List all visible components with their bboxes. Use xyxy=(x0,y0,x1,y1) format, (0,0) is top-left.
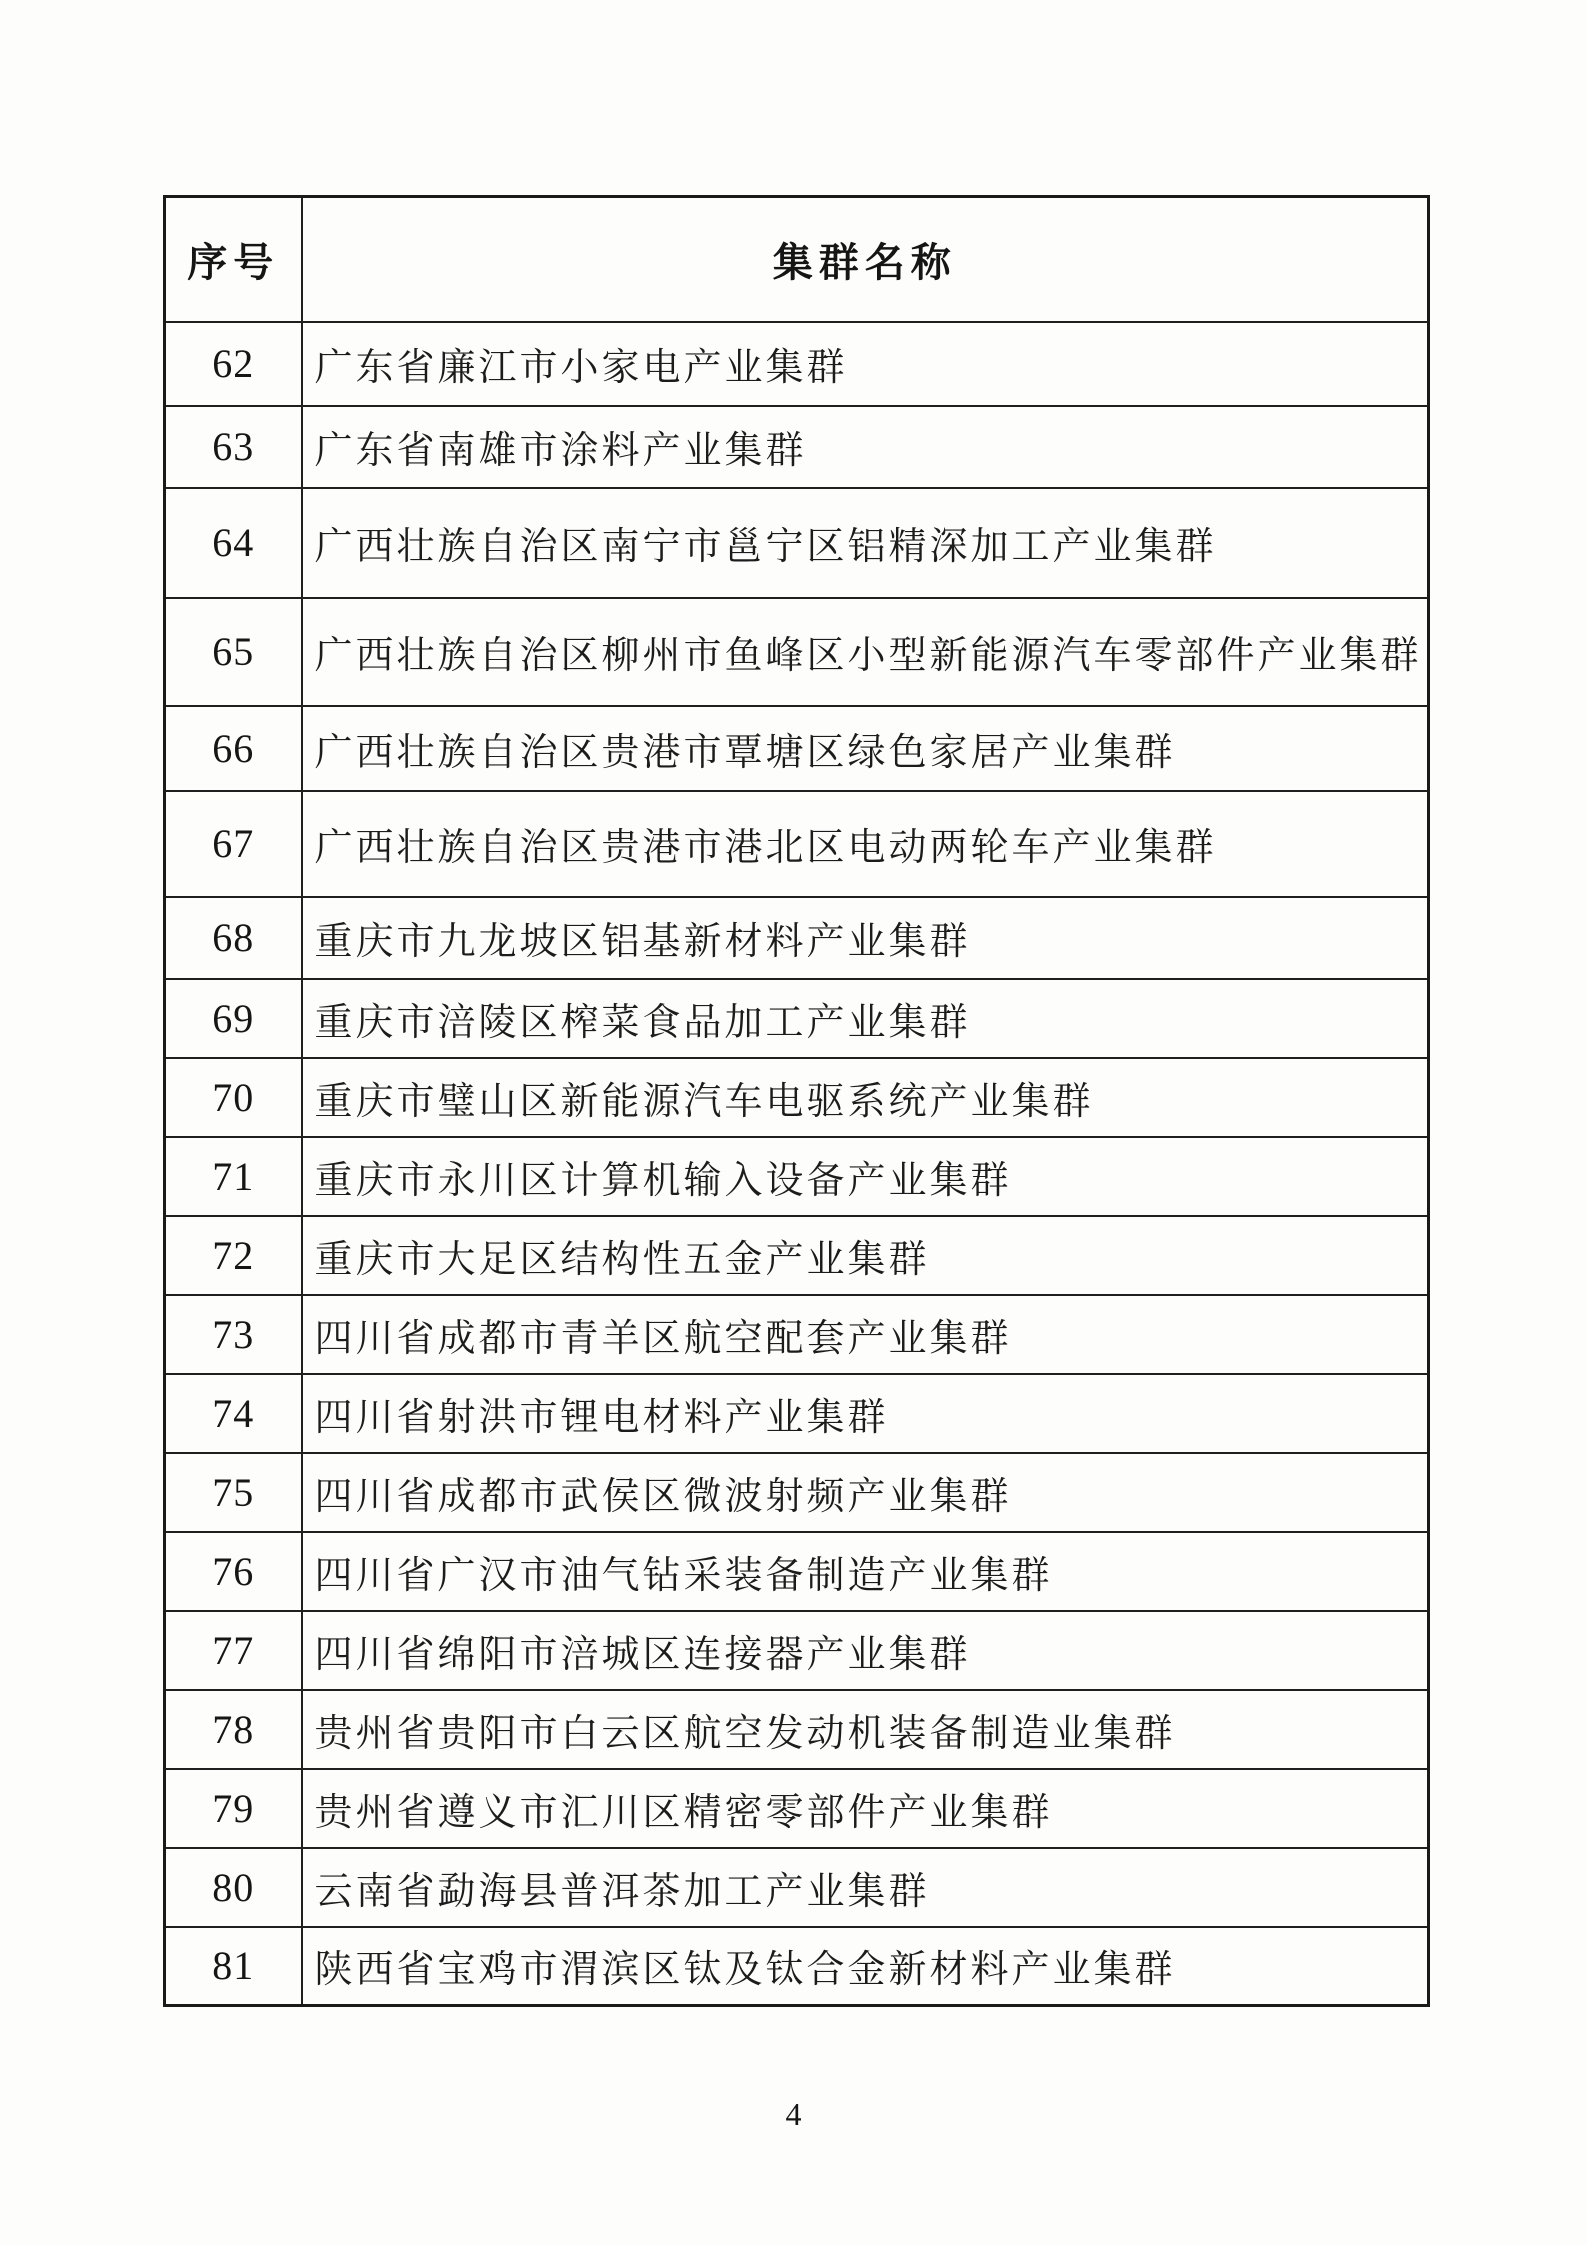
row-name: 重庆市璧山区新能源汽车电驱系统产业集群 xyxy=(302,1058,1429,1137)
row-index: 74 xyxy=(165,1374,302,1453)
table-row xyxy=(165,791,1429,897)
row-name: 四川省成都市武侯区微波射频产业集群 xyxy=(302,1453,1429,1532)
table-body xyxy=(165,322,1429,2006)
row-index: 77 xyxy=(165,1611,302,1690)
table-row xyxy=(165,1216,1429,1295)
row-name: 四川省广汉市油气钻采装备制造产业集群 xyxy=(302,1532,1429,1611)
row-name: 广东省廉江市小家电产业集群 xyxy=(302,322,1429,406)
table-row xyxy=(165,598,1429,706)
header-index: 序号 xyxy=(165,197,302,322)
row-index: 81 xyxy=(165,1927,302,2006)
table-row xyxy=(165,322,1429,406)
row-name: 四川省成都市青羊区航空配套产业集群 xyxy=(302,1295,1429,1374)
table-row xyxy=(165,1374,1429,1453)
row-index: 67 xyxy=(165,791,302,897)
table-row xyxy=(165,1611,1429,1690)
row-name: 广西壮族自治区柳州市鱼峰区小型新能源汽车零部件产业集群 xyxy=(302,598,1429,706)
table-row xyxy=(165,1769,1429,1848)
row-index: 71 xyxy=(165,1137,302,1216)
row-name: 重庆市涪陵区榨菜食品加工产业集群 xyxy=(302,979,1429,1058)
row-index: 69 xyxy=(165,979,302,1058)
table-row xyxy=(165,1137,1429,1216)
table-row xyxy=(165,1295,1429,1374)
table-row xyxy=(165,488,1429,598)
header-row xyxy=(165,197,1429,322)
table-row xyxy=(165,406,1429,488)
table-row xyxy=(165,1927,1429,2006)
row-index: 73 xyxy=(165,1295,302,1374)
row-name: 四川省射洪市锂电材料产业集群 xyxy=(302,1374,1429,1453)
table-row xyxy=(165,1848,1429,1927)
row-index: 63 xyxy=(165,406,302,488)
row-index: 66 xyxy=(165,706,302,791)
row-index: 62 xyxy=(165,322,302,406)
page-number: 4 xyxy=(785,2096,802,2132)
row-name: 贵州省遵义市汇川区精密零部件产业集群 xyxy=(302,1769,1429,1848)
row-index: 80 xyxy=(165,1848,302,1927)
header-name: 集群名称 xyxy=(302,197,1429,322)
row-index: 78 xyxy=(165,1690,302,1769)
row-index: 70 xyxy=(165,1058,302,1137)
row-name: 贵州省贵阳市白云区航空发动机装备制造业集群 xyxy=(302,1690,1429,1769)
table-row xyxy=(165,897,1429,979)
table-row xyxy=(165,706,1429,791)
row-name: 重庆市九龙坡区铝基新材料产业集群 xyxy=(302,897,1429,979)
table-row xyxy=(165,1058,1429,1137)
row-name: 重庆市永川区计算机输入设备产业集群 xyxy=(302,1137,1429,1216)
row-index: 76 xyxy=(165,1532,302,1611)
row-name: 重庆市大足区结构性五金产业集群 xyxy=(302,1216,1429,1295)
row-name: 广西壮族自治区贵港市覃塘区绿色家居产业集群 xyxy=(302,706,1429,791)
table-header xyxy=(165,197,1429,322)
table-row xyxy=(165,1453,1429,1532)
row-name: 四川省绵阳市涪城区连接器产业集群 xyxy=(302,1611,1429,1690)
row-index: 65 xyxy=(165,598,302,706)
row-index: 72 xyxy=(165,1216,302,1295)
row-name: 广西壮族自治区贵港市港北区电动两轮车产业集群 xyxy=(302,791,1429,897)
row-index: 75 xyxy=(165,1453,302,1532)
row-index: 68 xyxy=(165,897,302,979)
table-row xyxy=(165,1532,1429,1611)
row-index: 79 xyxy=(165,1769,302,1848)
row-name: 广东省南雄市涂料产业集群 xyxy=(302,406,1429,488)
cluster-table xyxy=(163,195,1430,2007)
table-row xyxy=(165,1690,1429,1769)
row-index: 64 xyxy=(165,488,302,598)
row-name: 广西壮族自治区南宁市邕宁区铝精深加工产业集群 xyxy=(302,488,1429,598)
row-name: 陕西省宝鸡市渭滨区钛及钛合金新材料产业集群 xyxy=(302,1927,1429,2006)
table-row xyxy=(165,979,1429,1058)
row-name: 云南省勐海县普洱茶加工产业集群 xyxy=(302,1848,1429,1927)
